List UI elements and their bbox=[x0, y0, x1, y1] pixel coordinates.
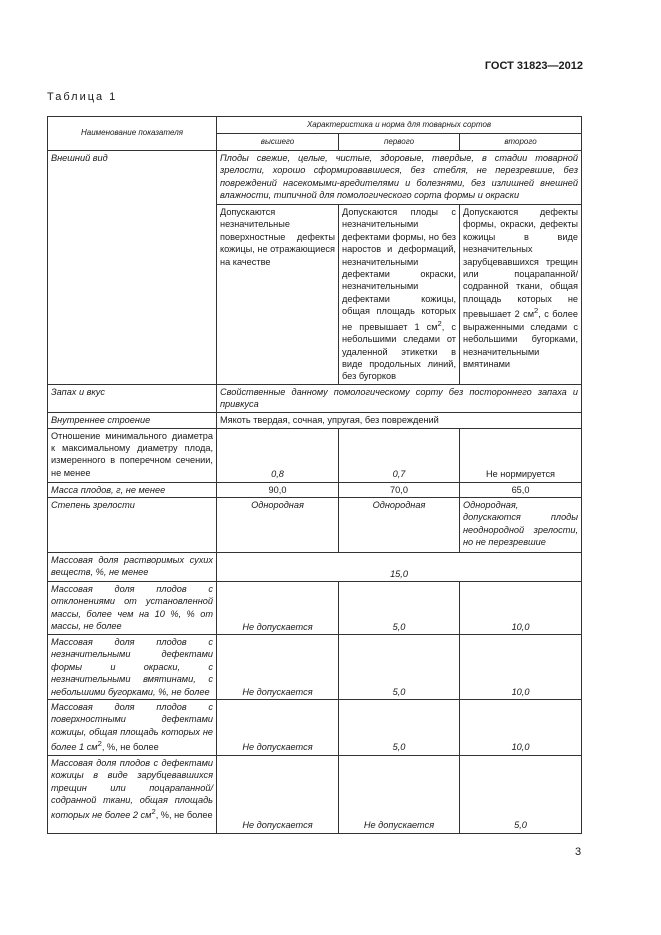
mass-first: 70,0 bbox=[339, 482, 460, 497]
internal-value: Мякоть твердая, сочная, упругая, без повреждений bbox=[217, 412, 582, 428]
table-row bbox=[48, 384, 582, 412]
row-name-diameter-ratio: Отношение минимального диаметра к максимальному диаметру плода, измеренного в поперечном сечении, не менее bbox=[48, 428, 217, 482]
appearance-second-grade bbox=[460, 205, 582, 385]
row-name-internal: Внутреннее строение bbox=[48, 412, 217, 428]
minor-defects-first: 5,0 bbox=[339, 634, 460, 699]
table-row bbox=[48, 700, 582, 756]
row-name-ripeness: Степень зрелости bbox=[48, 497, 217, 552]
diameter-ratio-second: Не нормируется bbox=[460, 428, 582, 482]
table-row bbox=[48, 428, 582, 482]
header-grades-group: Характеристика и норма для товарных сортов bbox=[217, 117, 582, 134]
table-row bbox=[48, 581, 582, 634]
row-name-deviation: Массовая доля плодов с отклонениями от установленной массы, более чем на 10 %, % от массы, не более bbox=[48, 581, 217, 634]
table-row bbox=[48, 755, 582, 833]
appearance-second-text: Допускаются дефекты формы, окраски, дефекты кожицы в виде незначительных зарубцевавшихся трещин или поцарапанной/содранной ткани, общая площадь которых не превышает 2 см bbox=[463, 207, 579, 320]
skin-defects-name-end: , %, не более bbox=[155, 810, 213, 821]
ripeness-second: Однородная, допускаются плоды неоднородной зрелости, но не перезревшие bbox=[460, 497, 582, 552]
surface-defects-name-end: , %, не более bbox=[101, 742, 159, 753]
deviation-top: Не допускается bbox=[217, 581, 339, 634]
appearance-common: Плоды свежие, целые, чистые, здоровые, твердые, в стадии товарной зрелости, хорошо сформировавшиеся, без стебля, не перезревшие, без повреждений насекомыми-вредителями и болезнями, без излишней внешней влажности, типичной для помологического сорта формы и окраски bbox=[217, 151, 582, 205]
row-name-skin-defects bbox=[48, 755, 217, 833]
soluble-value: 15,0 bbox=[217, 552, 582, 581]
appearance-first-text: Допускаются плоды с незначительными дефектами формы, но без наростов и деформаций, незначительными дефектами окраски, незначительными дефектами кожицы, общая площадь которых не превышает 1 см bbox=[342, 207, 456, 332]
appearance-second-sup: 2 bbox=[534, 306, 539, 316]
row-name-minor-defects: Массовая доля плодов с незначительными дефектами формы и окраски, с незначительными вмятинами, с небольшими бугорками, %, не более bbox=[48, 634, 217, 699]
appearance-top-grade: Допускаются незначительные поверхностные дефекты кожицы, не отражающиеся на качестве bbox=[217, 205, 339, 385]
table-row bbox=[48, 634, 582, 699]
header-grade-top: высшего bbox=[217, 134, 339, 151]
row-name-soluble: Массовая доля растворимых сухих веществ, %, не менее bbox=[48, 552, 217, 581]
row-name-mass: Масса плодов, г, не менее bbox=[48, 482, 217, 497]
table-row bbox=[48, 482, 582, 497]
appearance-first-sup: 2 bbox=[437, 318, 442, 328]
mass-top: 90,0 bbox=[217, 482, 339, 497]
header-indicator-name: Наименование показателя bbox=[48, 117, 217, 151]
diameter-ratio-first: 0,7 bbox=[339, 428, 460, 482]
skin-defects-top: Не допускается bbox=[217, 755, 339, 833]
appearance-second-text-end: , с более выраженными следами с небольшими бугорками, незначительными вмятинами bbox=[463, 309, 579, 369]
appearance-first-grade bbox=[339, 205, 460, 385]
surface-defects-first: 5,0 bbox=[339, 700, 460, 756]
table-caption: Таблица 1 bbox=[47, 91, 118, 103]
deviation-second: 10,0 bbox=[460, 581, 582, 634]
ripeness-first: Однородная bbox=[339, 497, 460, 552]
row-name-surface-defects bbox=[48, 700, 217, 756]
surface-defects-name: Массовая доля плодов с поверхностными дефектами кожицы, общая площадь которых не более 1 см bbox=[51, 702, 213, 753]
ripeness-top: Однородная bbox=[217, 497, 339, 552]
table-row bbox=[48, 151, 582, 205]
header-grade-first: первого bbox=[339, 134, 460, 151]
skin-defects-name: Массовая доля плодов с дефектами кожицы в виде зарубцевавшихся трещин или поцарапанной/содранной ткани, общая площадь которых не более 2 см bbox=[51, 757, 213, 821]
mass-second: 65,0 bbox=[460, 482, 582, 497]
skin-defects-second: 5,0 bbox=[460, 755, 582, 833]
diameter-ratio-top: 0,8 bbox=[217, 428, 339, 482]
table-row bbox=[48, 497, 582, 552]
surface-defects-sup: 2 bbox=[97, 739, 102, 749]
row-name-smell: Запах и вкус bbox=[48, 384, 217, 412]
skin-defects-sup: 2 bbox=[151, 807, 156, 817]
table-row bbox=[48, 412, 582, 428]
document-code: ГОСТ 31823—2012 bbox=[484, 60, 583, 72]
header-grade-second: второго bbox=[460, 134, 582, 151]
header-row-group bbox=[48, 117, 582, 134]
minor-defects-second: 10,0 bbox=[460, 634, 582, 699]
appearance-first-text-end: , с небольшими следами от удаленной этикетки в виде продольных линий, без бугорков bbox=[342, 321, 456, 382]
row-name-appearance: Внешний вид bbox=[48, 151, 217, 385]
table-row bbox=[48, 552, 582, 581]
minor-defects-top: Не допускается bbox=[217, 634, 339, 699]
page-number: 3 bbox=[575, 846, 582, 858]
deviation-first: 5,0 bbox=[339, 581, 460, 634]
quality-table bbox=[47, 116, 582, 834]
surface-defects-second: 10,0 bbox=[460, 700, 582, 756]
smell-value: Свойственные данному помологическому сорту без постороннего запаха и привкуса bbox=[217, 384, 582, 412]
skin-defects-first: Не допускается bbox=[339, 755, 460, 833]
surface-defects-top: Не допускается bbox=[217, 700, 339, 756]
